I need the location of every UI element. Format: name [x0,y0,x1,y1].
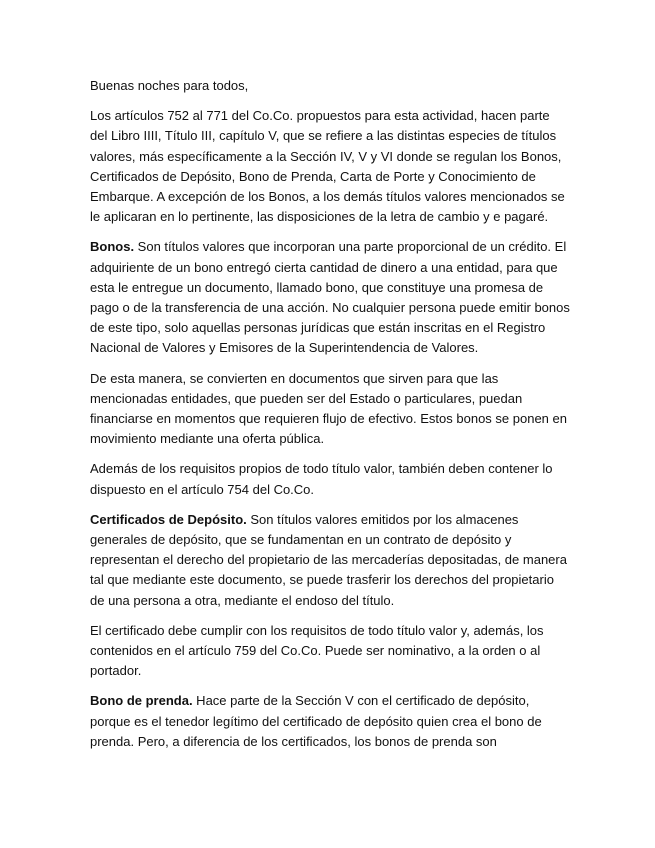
paragraph-text: Son títulos valores que incorporan una parte proporcional de un crédito. El adquiriente de un bono entregó cierta cantidad de dinero a una entidad, para que esta le entregue un documento, llamado bono, que constituye una promesa de pago o de la transferencia de una acción. No cualquier persona puede emitir bonos de este tipo, solo aquellas personas jurídicas que están inscritas en el Registro Nacional de Valores y Emisores de la Superintendencia de Valores. [90,239,570,356]
paragraph-certificate-requirements [90,621,570,682]
paragraph-heading-bono-prenda: Bono de prenda. [90,693,193,709]
paragraph-text: Los artículos 752 al 771 del Co.Co. propuestos para esta actividad, hacen parte del Libro IIII, Título III, capítulo V, que se refiere a las distintas especies de títulos valores, más específicamente a la Sección IV, V y VI donde se regulan los Bonos, Certificados de Depósito, Bono de Prenda, Carta de Porte y Conocimiento de Embarque. A excepción de los Bonos, a los demás títulos valores mencionados se le aplicaran en lo pertinente, las disposiciones de la letra de cambio y e pagaré. [90,108,565,225]
paragraph-text: De esta manera, se convierten en documentos que sirven para que las mencionadas entidades, que pueden ser del Estado o particulares, puedan financiarse en momentos que requieren flujo de efectivo. Estos bonos se ponen en movimiento mediante una oferta pública. [90,370,567,447]
paragraph-text: Hace parte de la Sección V con el certificado de depósito, porque es el tenedor legítimo del certificado de depósito quien crea el bono de prenda. Pero, a diferencia de los certificados, los bonos de prenda son [90,693,542,749]
paragraph-heading-bonos: Bonos. [90,239,135,255]
paragraph-intro [90,106,570,227]
paragraph-bono-prenda [90,691,570,752]
greeting: Buenas noches para todos, [90,78,249,93]
paragraph-text: Además de los requisitos propios de todo título valor, también deben contener lo dispuesto en el artículo 754 del Co.Co. [90,461,553,497]
paragraph-heading-certificados: Certificados de Depósito. [90,511,247,527]
paragraph-requirements [90,459,570,499]
paragraph-bonos [90,237,570,358]
document-body [90,76,570,762]
paragraph-financing [90,369,570,450]
paragraph-certificados [90,510,570,611]
paragraph-text: Son títulos valores emitidos por los almacenes generales de depósito, que se fundamentan en un contrato de depósito y representan el derecho del propietario de las mercaderías depositadas, de manera tal que mediante este documento, se puede trasferir los derechos del propietario de una persona a otra, mediante el endoso del título. [90,511,567,608]
paragraph-text: El certificado debe cumplir con los requisitos de todo título valor y, además, los contenidos en el artículo 759 del Co.Co. Puede ser nominativo, a la orden o al portador. [90,622,544,679]
